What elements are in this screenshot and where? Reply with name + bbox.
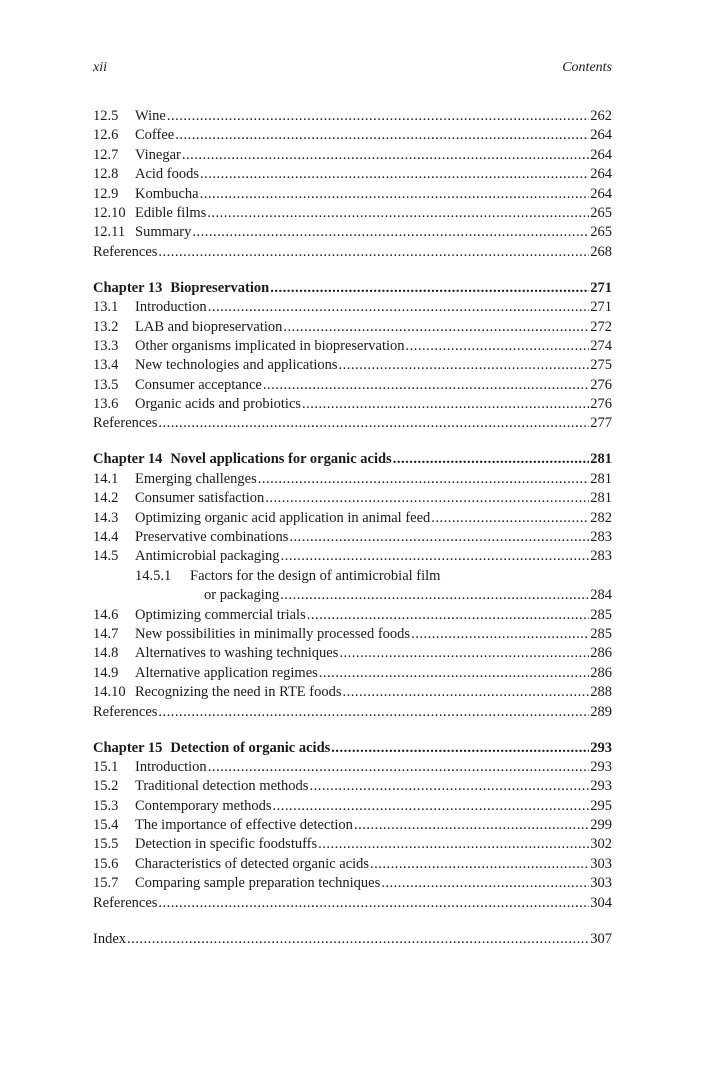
dot-leader bbox=[175, 126, 589, 145]
dot-leader bbox=[406, 337, 590, 356]
page-number: 286 bbox=[590, 664, 612, 681]
section-title: Antimicrobial packaging bbox=[135, 548, 280, 565]
toc-entry[interactable] bbox=[93, 318, 612, 337]
page-number: 293 bbox=[590, 739, 612, 756]
toc-entry[interactable] bbox=[93, 489, 612, 508]
page-number: 284 bbox=[590, 587, 612, 604]
dot-leader bbox=[280, 586, 589, 605]
page-number: 268 bbox=[590, 243, 612, 260]
chapter-entry[interactable] bbox=[93, 739, 612, 758]
section-number: 14.2 bbox=[93, 490, 119, 507]
section-title: Organic acids and probiotics bbox=[135, 396, 302, 413]
section-title: Traditional detection methods bbox=[135, 778, 309, 795]
section-title: Index bbox=[93, 930, 127, 947]
page-number: 276 bbox=[590, 376, 612, 393]
toc-entry[interactable] bbox=[93, 298, 612, 317]
page-number: 288 bbox=[590, 684, 612, 701]
section-number: 15.3 bbox=[93, 797, 119, 814]
page-number: 283 bbox=[590, 548, 612, 565]
dot-leader bbox=[200, 185, 590, 204]
section-title: New technologies and applications bbox=[135, 357, 338, 374]
toc-entry[interactable] bbox=[93, 509, 612, 528]
toc-entry[interactable] bbox=[93, 376, 612, 395]
section-number: 12.11 bbox=[93, 224, 126, 241]
toc-entry[interactable] bbox=[93, 470, 612, 489]
toc-entry[interactable] bbox=[93, 625, 612, 644]
section-number: 12.9 bbox=[93, 185, 119, 202]
dot-leader bbox=[319, 664, 589, 683]
section-title: Vinegar bbox=[135, 146, 181, 163]
section-title: Recognizing the need in RTE foods bbox=[135, 684, 342, 701]
section-title: Alternatives to washing techniques bbox=[135, 645, 339, 662]
toc-entry[interactable] bbox=[93, 185, 612, 204]
page-number: 281 bbox=[590, 470, 612, 487]
page-number: 295 bbox=[590, 797, 612, 814]
section-number: 15.4 bbox=[93, 817, 119, 834]
section-title: Detection in specific foodstuffs bbox=[135, 836, 318, 853]
dot-leader bbox=[208, 758, 590, 777]
toc-entry[interactable] bbox=[93, 874, 612, 893]
section-number: 14.4 bbox=[93, 529, 119, 545]
page-number: 302 bbox=[590, 836, 612, 853]
page-number: 304 bbox=[590, 894, 612, 911]
chapter-number: Chapter 14 bbox=[93, 451, 163, 468]
section-title: or packaging bbox=[204, 587, 280, 604]
page-number: 265 bbox=[590, 224, 612, 241]
toc-entry[interactable] bbox=[93, 816, 612, 835]
page-number: 303 bbox=[590, 855, 612, 872]
chapter-entry[interactable] bbox=[93, 279, 612, 298]
dot-leader bbox=[331, 739, 589, 758]
chapter-title: Detection of organic acids bbox=[170, 739, 331, 756]
page-number: 303 bbox=[590, 875, 612, 892]
dot-leader bbox=[263, 376, 589, 395]
dot-leader bbox=[393, 450, 590, 469]
toc-entry[interactable] bbox=[93, 165, 612, 184]
dot-leader bbox=[381, 874, 589, 893]
page-number: 276 bbox=[590, 396, 612, 413]
toc-entry[interactable] bbox=[93, 146, 612, 165]
section-title: Optimizing organic acid application in animal feed bbox=[135, 509, 431, 526]
toc-entry[interactable] bbox=[93, 683, 612, 702]
toc-entry[interactable] bbox=[93, 567, 612, 586]
section-number: 14.5 bbox=[93, 548, 119, 565]
page-number-roman: xii bbox=[93, 60, 107, 75]
section-title: References bbox=[93, 894, 158, 911]
dot-leader bbox=[431, 509, 589, 528]
section-number: 14.3 bbox=[93, 509, 119, 526]
toc-entry[interactable] bbox=[93, 703, 612, 722]
section-number: 14.7 bbox=[93, 625, 119, 642]
page-number: 265 bbox=[590, 204, 612, 221]
section-number: 13.4 bbox=[93, 357, 119, 374]
chapter-number: Chapter 13 bbox=[93, 279, 163, 296]
toc-entry[interactable] bbox=[93, 606, 612, 625]
page-number: 264 bbox=[590, 146, 612, 163]
running-header bbox=[93, 60, 612, 76]
section-title: Contemporary methods bbox=[135, 797, 272, 814]
section-number: 15.5 bbox=[93, 836, 119, 853]
toc-entry[interactable] bbox=[93, 777, 612, 796]
toc-entry[interactable] bbox=[93, 855, 612, 874]
toc-entry[interactable] bbox=[93, 243, 612, 262]
dot-leader bbox=[318, 835, 589, 854]
page-number: 272 bbox=[590, 318, 612, 335]
section-title: The importance of effective detection bbox=[135, 817, 353, 834]
page-number: 299 bbox=[590, 817, 612, 834]
dot-leader bbox=[258, 470, 590, 489]
section-number: 15.2 bbox=[93, 778, 119, 795]
running-title: Contents bbox=[562, 60, 612, 75]
section-number: 12.8 bbox=[93, 166, 119, 183]
dot-leader bbox=[158, 243, 589, 262]
page-number: 289 bbox=[590, 703, 612, 720]
toc-entry[interactable] bbox=[93, 204, 612, 223]
toc-entry[interactable] bbox=[93, 835, 612, 854]
page-number: 285 bbox=[590, 625, 612, 642]
toc-entry[interactable] bbox=[93, 547, 612, 566]
page-number: 307 bbox=[590, 930, 612, 947]
page-number: 293 bbox=[590, 778, 612, 795]
section-title: Summary bbox=[135, 224, 192, 241]
dot-leader bbox=[182, 146, 589, 165]
section-title: Optimizing commercial trials bbox=[135, 606, 306, 623]
dot-leader bbox=[127, 930, 589, 949]
dot-leader bbox=[354, 816, 589, 835]
section-title: Introduction bbox=[135, 758, 207, 775]
section-title: Characteristics of detected organic acids bbox=[135, 855, 370, 872]
toc-entry[interactable] bbox=[93, 664, 612, 683]
toc-entry[interactable] bbox=[93, 930, 612, 949]
section-title: References bbox=[93, 243, 158, 260]
page-number: 274 bbox=[590, 337, 612, 354]
dot-leader bbox=[273, 797, 590, 816]
dot-leader bbox=[283, 318, 589, 337]
section-title: Consumer acceptance bbox=[135, 376, 262, 393]
page-number: 285 bbox=[590, 606, 612, 623]
page-number: 286 bbox=[590, 645, 612, 662]
section-title: Wine bbox=[135, 108, 166, 124]
dot-leader bbox=[339, 644, 589, 663]
page-number: 275 bbox=[590, 357, 612, 374]
section-title: Consumer satisfaction bbox=[135, 490, 265, 507]
table-of-contents bbox=[93, 107, 612, 949]
dot-leader bbox=[281, 547, 590, 566]
chapter-title: Novel applications for organic acids bbox=[170, 451, 392, 468]
toc-entry[interactable] bbox=[93, 126, 612, 145]
page-number: 264 bbox=[590, 127, 612, 144]
dot-leader bbox=[302, 395, 589, 414]
page-number: 271 bbox=[590, 299, 612, 316]
page-number: 264 bbox=[590, 185, 612, 202]
section-title: LAB and biopreservation bbox=[135, 318, 283, 335]
section-title: Kombucha bbox=[135, 185, 199, 202]
dot-leader bbox=[158, 894, 589, 913]
dot-leader bbox=[370, 855, 589, 874]
page-number: 277 bbox=[590, 415, 612, 432]
toc-entry[interactable] bbox=[93, 223, 612, 242]
toc-entry[interactable] bbox=[93, 107, 612, 126]
section-number: 14.1 bbox=[93, 470, 119, 487]
dot-leader bbox=[339, 356, 590, 375]
section-title: Factors for the design of antimicrobial film bbox=[190, 567, 441, 584]
dot-leader bbox=[207, 204, 589, 223]
section-number: 13.3 bbox=[93, 337, 119, 354]
section-number: 14.8 bbox=[93, 645, 119, 662]
section-number: 13.5 bbox=[93, 376, 119, 393]
chapter-entry[interactable] bbox=[93, 450, 612, 469]
toc-entry[interactable] bbox=[93, 894, 612, 913]
dot-leader bbox=[343, 683, 590, 702]
page-number: 281 bbox=[590, 490, 612, 507]
dot-leader bbox=[158, 414, 589, 433]
section-number: 14.6 bbox=[93, 606, 119, 623]
section-title: Acid foods bbox=[135, 166, 200, 183]
section-number: 14.9 bbox=[93, 664, 119, 681]
toc-entry[interactable] bbox=[93, 586, 612, 605]
section-number: 13.1 bbox=[93, 299, 119, 316]
section-number: 15.7 bbox=[93, 875, 119, 892]
toc-entry[interactable] bbox=[93, 758, 612, 777]
section-number: 15.6 bbox=[93, 855, 119, 872]
page-number: 282 bbox=[590, 509, 612, 526]
toc-entry[interactable] bbox=[93, 644, 612, 663]
toc-entry[interactable] bbox=[93, 528, 612, 547]
section-number: 12.7 bbox=[93, 146, 119, 163]
section-title: Emerging challenges bbox=[135, 470, 257, 487]
toc-entry[interactable] bbox=[93, 797, 612, 816]
section-number: 12.10 bbox=[93, 204, 126, 221]
section-title: References bbox=[93, 703, 158, 720]
section-number: 14.5.1 bbox=[135, 567, 172, 584]
dot-leader bbox=[200, 165, 589, 184]
dot-leader bbox=[265, 489, 589, 508]
dot-leader bbox=[270, 279, 589, 298]
section-number: 13.2 bbox=[93, 318, 119, 335]
section-title: Preservative combinations bbox=[135, 529, 289, 545]
section-title: New possibilities in minimally processed foods bbox=[135, 625, 411, 642]
toc-entry[interactable] bbox=[93, 414, 612, 433]
page-number: 271 bbox=[590, 279, 612, 296]
section-number: 12.6 bbox=[93, 127, 119, 144]
dot-leader bbox=[167, 107, 589, 126]
section-title: Alternative application regimes bbox=[135, 664, 318, 681]
toc-entry[interactable] bbox=[93, 337, 612, 356]
page-number: 264 bbox=[590, 166, 612, 183]
chapter-number: Chapter 15 bbox=[93, 739, 163, 756]
section-number: 14.10 bbox=[93, 684, 126, 701]
dot-leader bbox=[208, 298, 590, 317]
section-title: Other organisms implicated in biopreservation bbox=[135, 337, 405, 354]
dot-leader bbox=[192, 223, 589, 242]
section-number: 12.5 bbox=[93, 108, 119, 124]
toc-entry[interactable] bbox=[93, 395, 612, 414]
page-number: 283 bbox=[590, 529, 612, 545]
section-title: Comparing sample preparation techniques bbox=[135, 875, 381, 892]
dot-leader bbox=[289, 528, 589, 547]
section-title: Introduction bbox=[135, 299, 207, 316]
page-number: 293 bbox=[590, 758, 612, 775]
section-number: 15.1 bbox=[93, 758, 119, 775]
section-title: Coffee bbox=[135, 127, 175, 144]
toc-entry[interactable] bbox=[93, 356, 612, 375]
section-title: Edible films bbox=[135, 204, 207, 221]
section-title: References bbox=[93, 415, 158, 432]
page-number: 281 bbox=[590, 451, 612, 468]
section-number: 13.6 bbox=[93, 396, 119, 413]
dot-leader bbox=[309, 777, 589, 796]
dot-leader bbox=[158, 703, 589, 722]
page-number: 262 bbox=[590, 108, 612, 124]
dot-leader bbox=[411, 625, 589, 644]
chapter-title: Biopreservation bbox=[170, 279, 270, 296]
dot-leader bbox=[307, 606, 590, 625]
